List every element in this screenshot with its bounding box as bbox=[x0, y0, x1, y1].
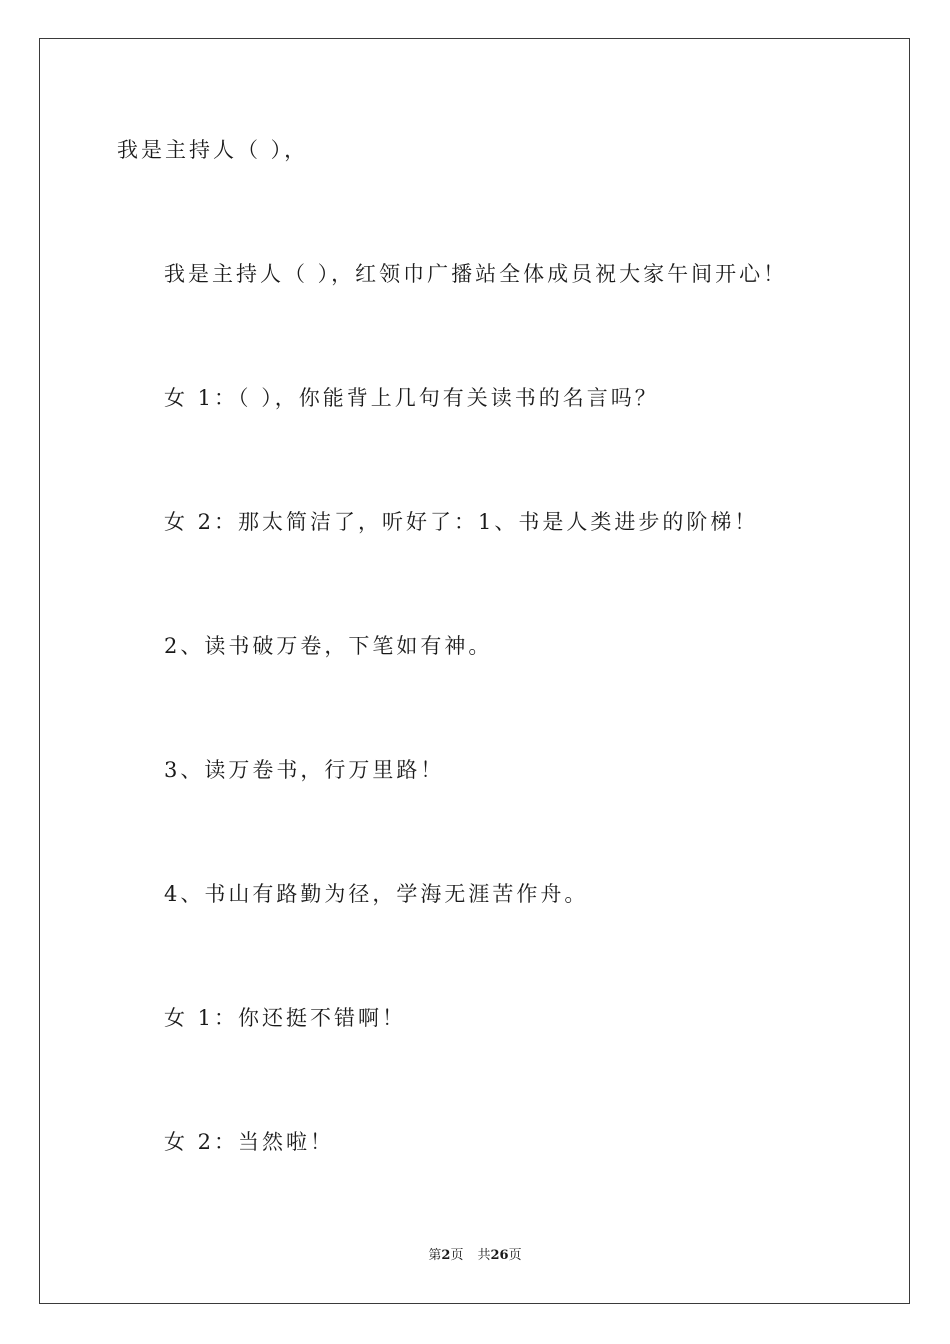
text-line-3: 女 1：（ ），你能背上几句有关读书的名言吗？ bbox=[164, 386, 659, 410]
text-line-2: 我是主持人（ ），红领巾广播站全体成员祝大家午间开心！ bbox=[164, 262, 788, 286]
text-line-9: 女 2：当然啦！ bbox=[164, 1130, 335, 1154]
text-line-5: 2、读书破万卷，下笔如有神。 bbox=[164, 634, 493, 658]
total-pages: 26 bbox=[490, 1248, 509, 1263]
text-line-6: 3、读万卷书，行万里路！ bbox=[164, 758, 445, 782]
total-prefix: 共 bbox=[477, 1248, 491, 1263]
total-suffix: 页 bbox=[508, 1248, 522, 1263]
text-line-7: 4、书山有路勤为径，学海无涯苦作舟。 bbox=[164, 882, 589, 906]
page-suffix: 页 bbox=[450, 1248, 464, 1263]
text-line-8: 女 1：你还挺不错啊！ bbox=[164, 1006, 407, 1030]
page-border bbox=[39, 38, 910, 1304]
page-prefix: 第 bbox=[428, 1248, 442, 1263]
page-number: 2 bbox=[441, 1248, 451, 1263]
text-line-1: 我是主持人（ ）， bbox=[117, 138, 309, 162]
text-line-4: 女 2：那太简洁了，听好了：1、书是人类进步的阶梯！ bbox=[164, 510, 759, 534]
page-footer bbox=[0, 1247, 950, 1265]
